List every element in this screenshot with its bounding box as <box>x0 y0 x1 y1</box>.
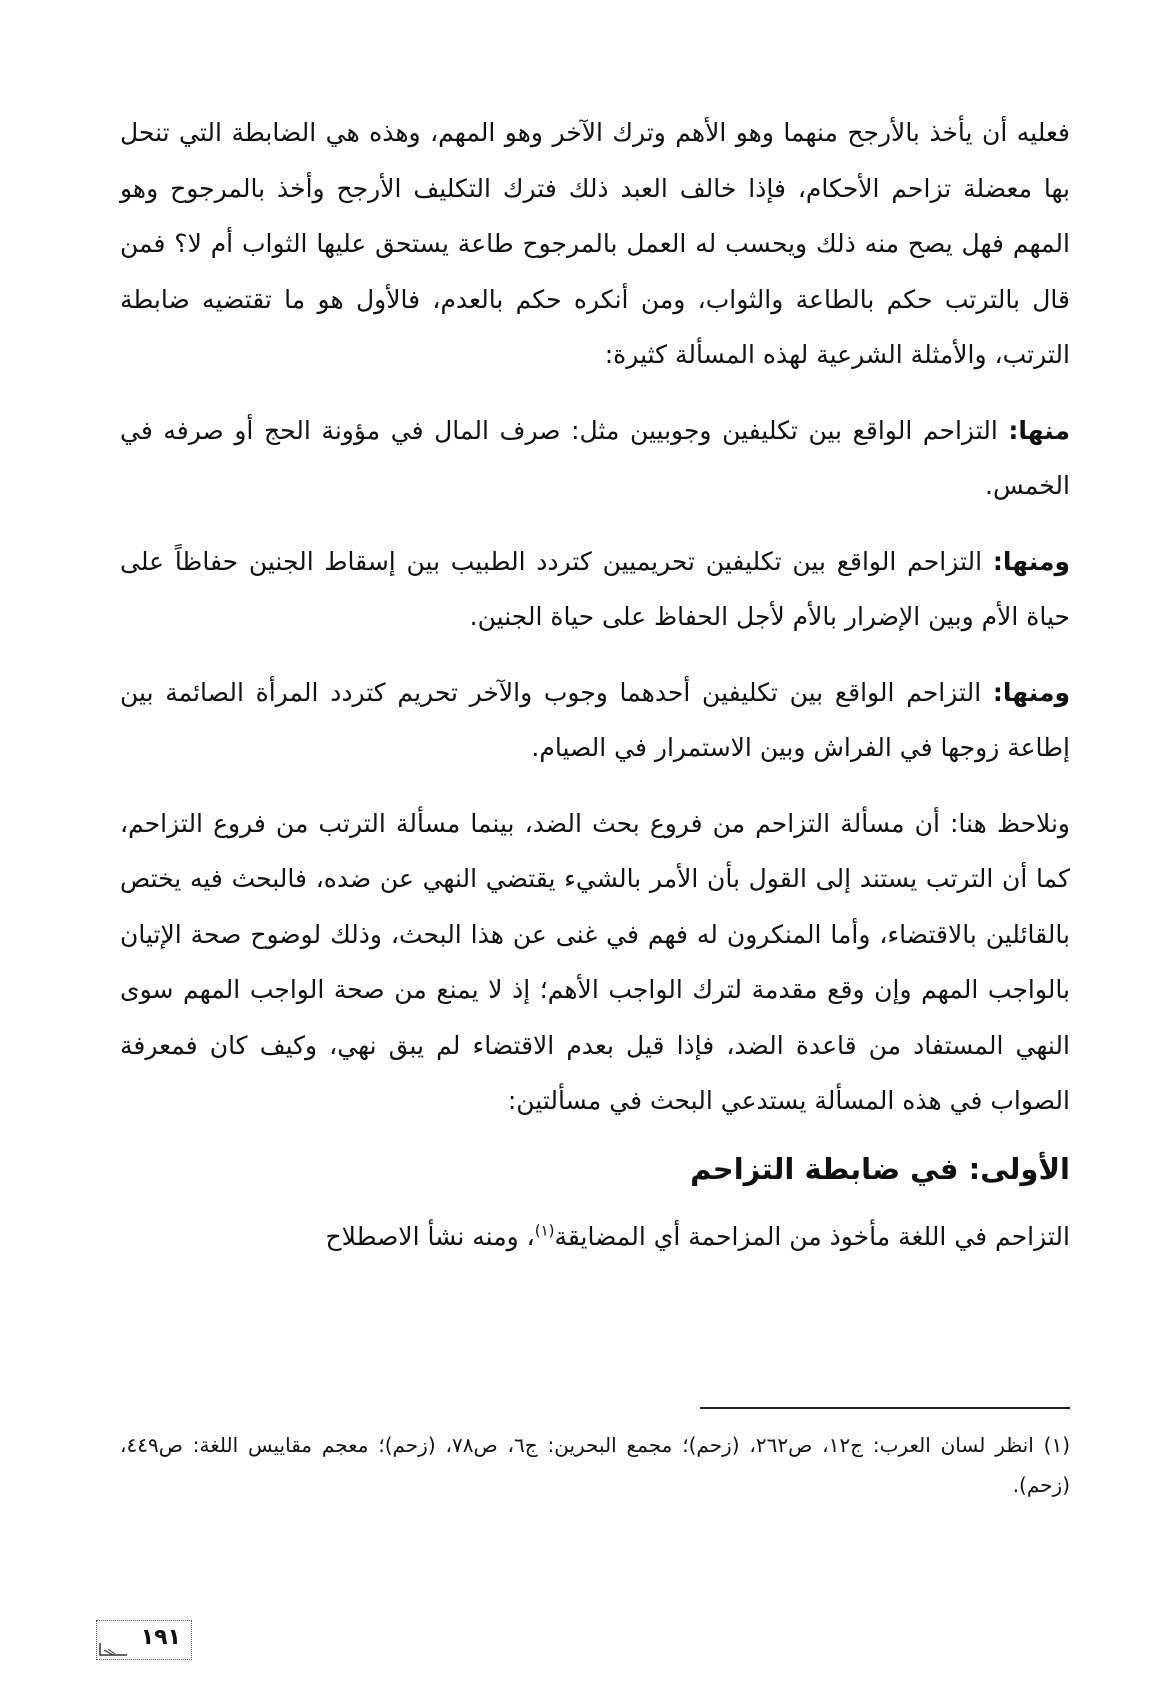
paragraph-lead: منها: <box>1008 415 1070 445</box>
paragraph-intro <box>120 105 1070 383</box>
page-number: ١٩١ <box>140 1625 181 1650</box>
paragraph-lead: ومنها: <box>992 546 1070 576</box>
paragraph-example-1 <box>120 403 1070 514</box>
footnote-reference[interactable]: (١) <box>534 1221 555 1240</box>
paragraph-example-2 <box>120 534 1070 645</box>
paragraph-note <box>120 796 1070 1129</box>
paragraph-text: فعليه أن يأخذ بالأرجح منهما وهو الأهم وترك الآخر وهو المهم، وهذه هي الضابطة التي تنحل بها معضلة تزاحم الأحكام، فإذا خالف العبد ذلك فترك التكليف الأرجح وأخذ بالمرجوح وهو المهم فهل يصح منه ذلك ويحسب له العمل بالمرجوح طاعة يستحق عليها الثواب أم لا؟ فمن قال بالترتب حكم بالطاعة والثواب، ومن أنكره حكم بالعدم، فالأول هو ما تقتضيه ضابطة الترتب، والأمثلة الشرعية لهذه المسألة كثيرة: <box>120 118 1070 369</box>
paragraph-text-after-ref: ، ومنه نشأ الاصطلاح <box>325 1221 535 1251</box>
paragraph-text: التزاحم الواقع بين تكليفين وجوبيين مثل: صرف المال في مؤونة الحج أو صرفه في الخمس. <box>120 415 1070 500</box>
paragraph-example-3 <box>120 665 1070 776</box>
page-number-box <box>96 1620 192 1660</box>
page-corner-icon <box>99 1641 129 1657</box>
paragraph-text: التزاحم الواقع بين تكليفين تحريميين كتردد الطبيب بين إسقاط الجنين حفاظاً على حياة الأم وبين الإضرار بالأم لأجل الحفاظ على حياة الجنين. <box>120 546 1070 631</box>
footnote-separator <box>700 1407 1070 1409</box>
paragraph-text-before-ref: التزاحم في اللغة مأخوذ من المزاحمة أي المضايقة <box>554 1221 1070 1251</box>
paragraph-text: ونلاحظ هنا: أن مسألة التزاحم من فروع بحث الضد، بينما مسألة الترتب من فروع التزاحم، كما أن الترتب يستند إلى القول بأن الأمر بالشيء يقتضي النهي عن ضده، فالبحث فيه يختص بالقائلين بالاقتضاء، وأما المنكرون له فهم في غنى عن هذا البحث، وذلك لوضوح صحة الإتيان بالواجب المهم وإن وقع مقدمة لترك الواجب الأهم؛ إذ لا يمنع من صحة الواجب المهم سوى النهي المستفاد من قاعدة الضد، فإذا قيل بعدم الاقتضاء لم يبق نهي، وكيف كان فمعرفة الصواب في هذه المسألة يستدعي البحث في مسألتين: <box>120 808 1070 1115</box>
page-body <box>120 105 1070 1264</box>
section-heading: الأولى: في ضابطة التزاحم <box>690 1151 1070 1186</box>
paragraph-lead: ومنها: <box>992 677 1070 707</box>
paragraph-definition <box>120 1209 1070 1265</box>
paragraph-text: التزاحم الواقع بين تكليفين أحدهما وجوب والآخر تحريم كتردد المرأة الصائمة بين إطاعة زوجها في الفراش وبين الاستمرار في الصيام. <box>120 677 1070 762</box>
footnote: (١) انظر لسان العرب: ج١٢، ص٢٦٢، (زحم)؛ مجمع البحرين: ج٦، ص٧٨، (زحم)؛ معجم مقاييس اللغة: ص٤٤٩، (زحم). <box>120 1433 1071 1497</box>
